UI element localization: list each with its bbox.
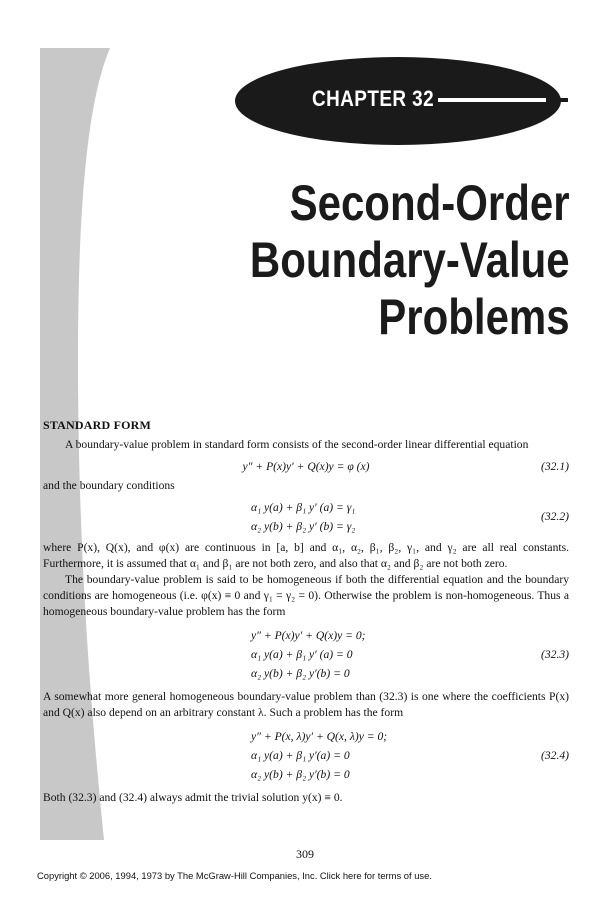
- chapter-title: [189, 175, 570, 346]
- copyright-link[interactable]: Copyright © 2006, 1994, 1973 by The McGraw-Hill Companies, Inc. Click here for terms of use.: [37, 870, 432, 881]
- equation-line: α₁ y(a) + β₁ y′ (a) = 0: [251, 648, 353, 661]
- equation-line: α₁ y(a) + β₁ y′ (a) = γ₁: [251, 501, 356, 514]
- equation-32-4: [43, 727, 569, 784]
- title-line-1: Second-Order: [289, 175, 570, 231]
- chapter-oval-banner: [0, 0, 610, 160]
- title-line-3: Problems: [378, 289, 570, 345]
- equation-line: α₂ y(b) + β₂ y′ (b) = γ₂: [251, 520, 356, 533]
- equation-number: (32.4): [540, 748, 569, 762]
- equation-number: (32.2): [540, 510, 569, 523]
- equation-line: α₂ y(b) + β₂ y′(b) = 0: [251, 768, 350, 781]
- equation-expression: y″ + P(x)y′ + Q(x)y = φ (x): [242, 460, 370, 473]
- equation-line: y″ + P(x, λ)y′ + Q(x, λ)y = 0;: [251, 730, 388, 743]
- general-problem-paragraph: A somewhat more general homogeneous boundary-value problem than (32.3) is one where the coefficients P(x) and Q(x) also depend on an arbitrary constant λ. Such a problem has the form: [43, 690, 569, 719]
- equation-32-3: [43, 626, 569, 683]
- equation-32-1: [43, 459, 569, 478]
- equation-line: α₁ y(a) + β₁ y′(a) = 0: [251, 749, 350, 762]
- equation-32-2: [43, 498, 569, 536]
- equation-line: α₂ y(b) + β₂ y′(b) = 0: [251, 667, 350, 680]
- boundary-conditions-intro: and the boundary conditions: [43, 479, 175, 492]
- section-heading: STANDARD FORM: [43, 418, 152, 432]
- chapter-label: CHAPTER 32: [312, 86, 435, 111]
- homogeneous-paragraph: The boundary-value problem is said to be homogeneous if both the differential equation and the boundary conditions are homogeneous (i.e. φ(x) ≡ 0 and γ₁ = γ₂ = 0). Otherwise the problem is non-homogeneous. Thus a homogeneous boundary-value problem has the form: [43, 573, 569, 618]
- intro-paragraph: A boundary-value problem in standard form consists of the second-order linear differential equation: [65, 438, 529, 451]
- title-line-2: Boundary-Value: [250, 232, 570, 288]
- where-paragraph: where P(x), Q(x), and φ(x) are continuous in [a, b] and α₁, α₂, β₁, β₂, γ₁, and γ₂ are all real constants. Furthermore, it is assumed that α₁ and β₁ are not both zero, and also that α₂ and β₂ are not both zero.: [43, 541, 569, 570]
- trivial-solution-paragraph: Both (32.3) and (32.4) always admit the trivial solution y(x) ≡ 0.: [43, 791, 343, 804]
- equation-line: y″ + P(x)y′ + Q(x)y = 0;: [251, 629, 366, 642]
- page-number: 309: [296, 847, 314, 861]
- equation-number: (32.3): [540, 647, 569, 661]
- page-body: [43, 417, 569, 806]
- equation-number: (32.1): [540, 460, 569, 473]
